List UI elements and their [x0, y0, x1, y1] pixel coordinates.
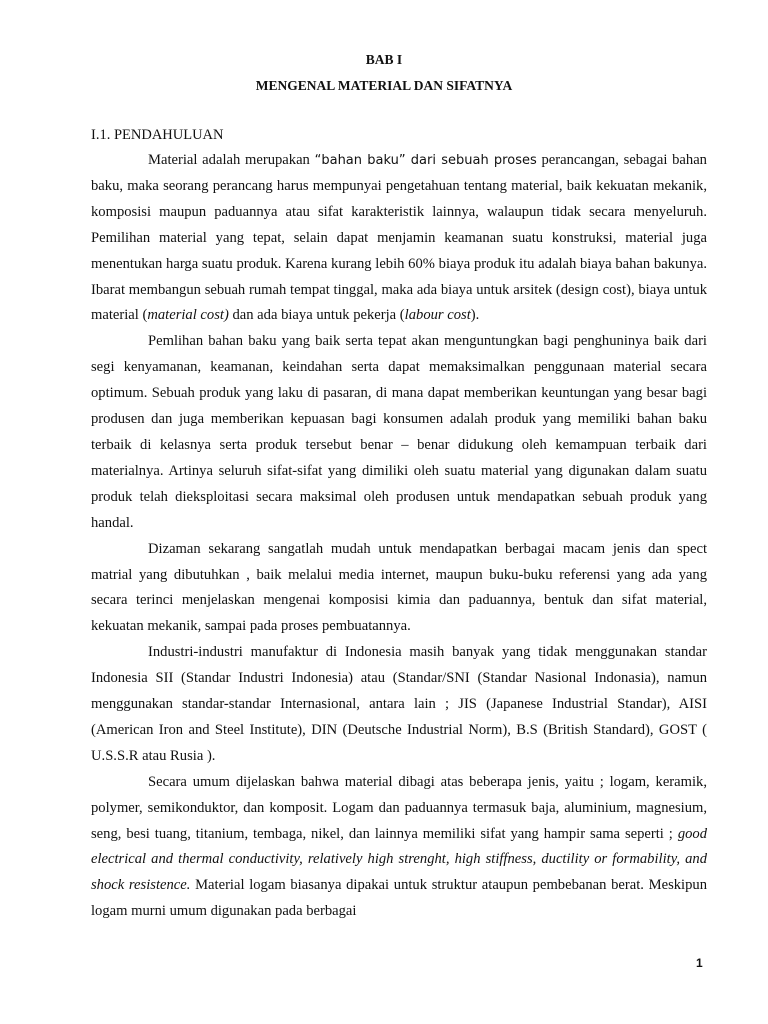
paragraph-5: [91, 770, 707, 925]
paragraph-5-text-c: Material logam biasanya dipakai untuk struktur ataupun pembebanan berat. Meskipun logam murni umum digunakan pada berbagai: [91, 877, 707, 920]
paragraph-1-italic-labour-cost: labour cost: [404, 307, 471, 324]
paragraph-1-text-a: Material adalah merupakan: [148, 152, 315, 168]
paragraph-5-italic-properties: good electrical and thermal conductivity, relatively high strenght, high stiffness, ductility or formability, and shock resistence.: [91, 825, 707, 894]
paragraph-1-text-e: dan ada biaya untuk pekerja (: [228, 307, 405, 324]
paragraph-1: [91, 148, 707, 329]
paragraph-1-italic-material-cost: material cost): [147, 307, 229, 324]
paragraph-3: Dizaman sekarang sangatlah mudah untuk mendapatkan berbagai macam jenis dan spect matrial yang dibutuhkan , baik melalui media internet, maupun buku-buku referensi yang ada yang secara terinci menjelaskan mengenai komposisi kimia dan paduannya, bentuk dan sifat material, kekuatan mekanik, sampai pada proses pembuatannya.: [91, 540, 707, 635]
chapter-title: MENGENAL MATERIAL DAN SIFATNYA: [255, 78, 513, 93]
paragraph-4: Industri-industri manufaktur di Indonesia masih banyak yang tidak menggunakan standar Indonesia SII (Standar Industri Indonesia) atau (Standar/SNI (Standar Nasional Indonasia), namun menggunakan standar-standar Internasional, antara lain ; JIS (Japanese Industrial Standar), AISI (American Iron and Steel Institute), DIN (Deutsche Industrial Norm), B.S (British Standard), GOST ( U.S.S.R atau Rusia ).: [91, 644, 707, 764]
section-heading: I.1. PENDAHULUAN: [91, 127, 224, 143]
paragraph-1-text-g: ).: [470, 307, 480, 324]
paragraph-1-quoted-phrase: “bahan baku” dari sebuah proses: [314, 153, 537, 168]
body-text: [91, 148, 707, 925]
page-number: 1: [696, 956, 703, 970]
chapter-number: BAB I: [365, 52, 403, 67]
paragraph-2: Pemlihan bahan baku yang baik serta tepat akan menguntungkan bagi penghuninya baik dari segi kenyamanan, keamanan, keindahan serta dapat memaksimalkan penggunaan material secara optimum. Sebuah produk yang laku di pasaran, di mana dapat memberikan keuntungan yang besar bagi produsen dan juga memberikan kepuasan bagi konsumen adalah produk yang memiliki bahan baku terbaik di kelasnya serta produk tersebut benar – benar didukung oleh kemampuan terbaik dari materialnya. Artinya seluruh sifat-sifat yang dimiliki oleh suatu material yang digunakan dalam suatu produk telah dieksploitasi secara maksimal oleh produsen untuk mendapatkan sebuah produk yang handal.: [91, 333, 707, 531]
paragraph-1-text-c: perancangan, sebagai bahan baku, maka seorang perancang harus mempunyai pengetahuan tentang material, baik kekuatan mekanik, komposisi maupun paduannya atau sifat karakteristik lainnya, walaupun tidak secara menyeluruh. Pemilihan material yang tepat, selain dapat menjamin keamanan suatu konstruksi, material juga menentukan harga suatu produk. Karena kurang lebih 60% biaya produk itu adalah biaya bahan bakunya. Ibarat membangun sebuah rumah tempat tinggal, maka ada biaya untuk arsitek (design cost), biaya untuk material (: [91, 152, 707, 324]
paragraph-5-text-a: Secara umum dijelaskan bahwa material dibagi atas beberapa jenis, yaitu ; logam, keramik, polymer, semikonduktor, dan komposit. Logam dan paduannya termasuk baja, aluminium, magnesium, seng, besi tuang, titanium, tembaga, nikel, dan lainnya memiliki sifat yang hampir sama seperti ;: [91, 773, 707, 842]
